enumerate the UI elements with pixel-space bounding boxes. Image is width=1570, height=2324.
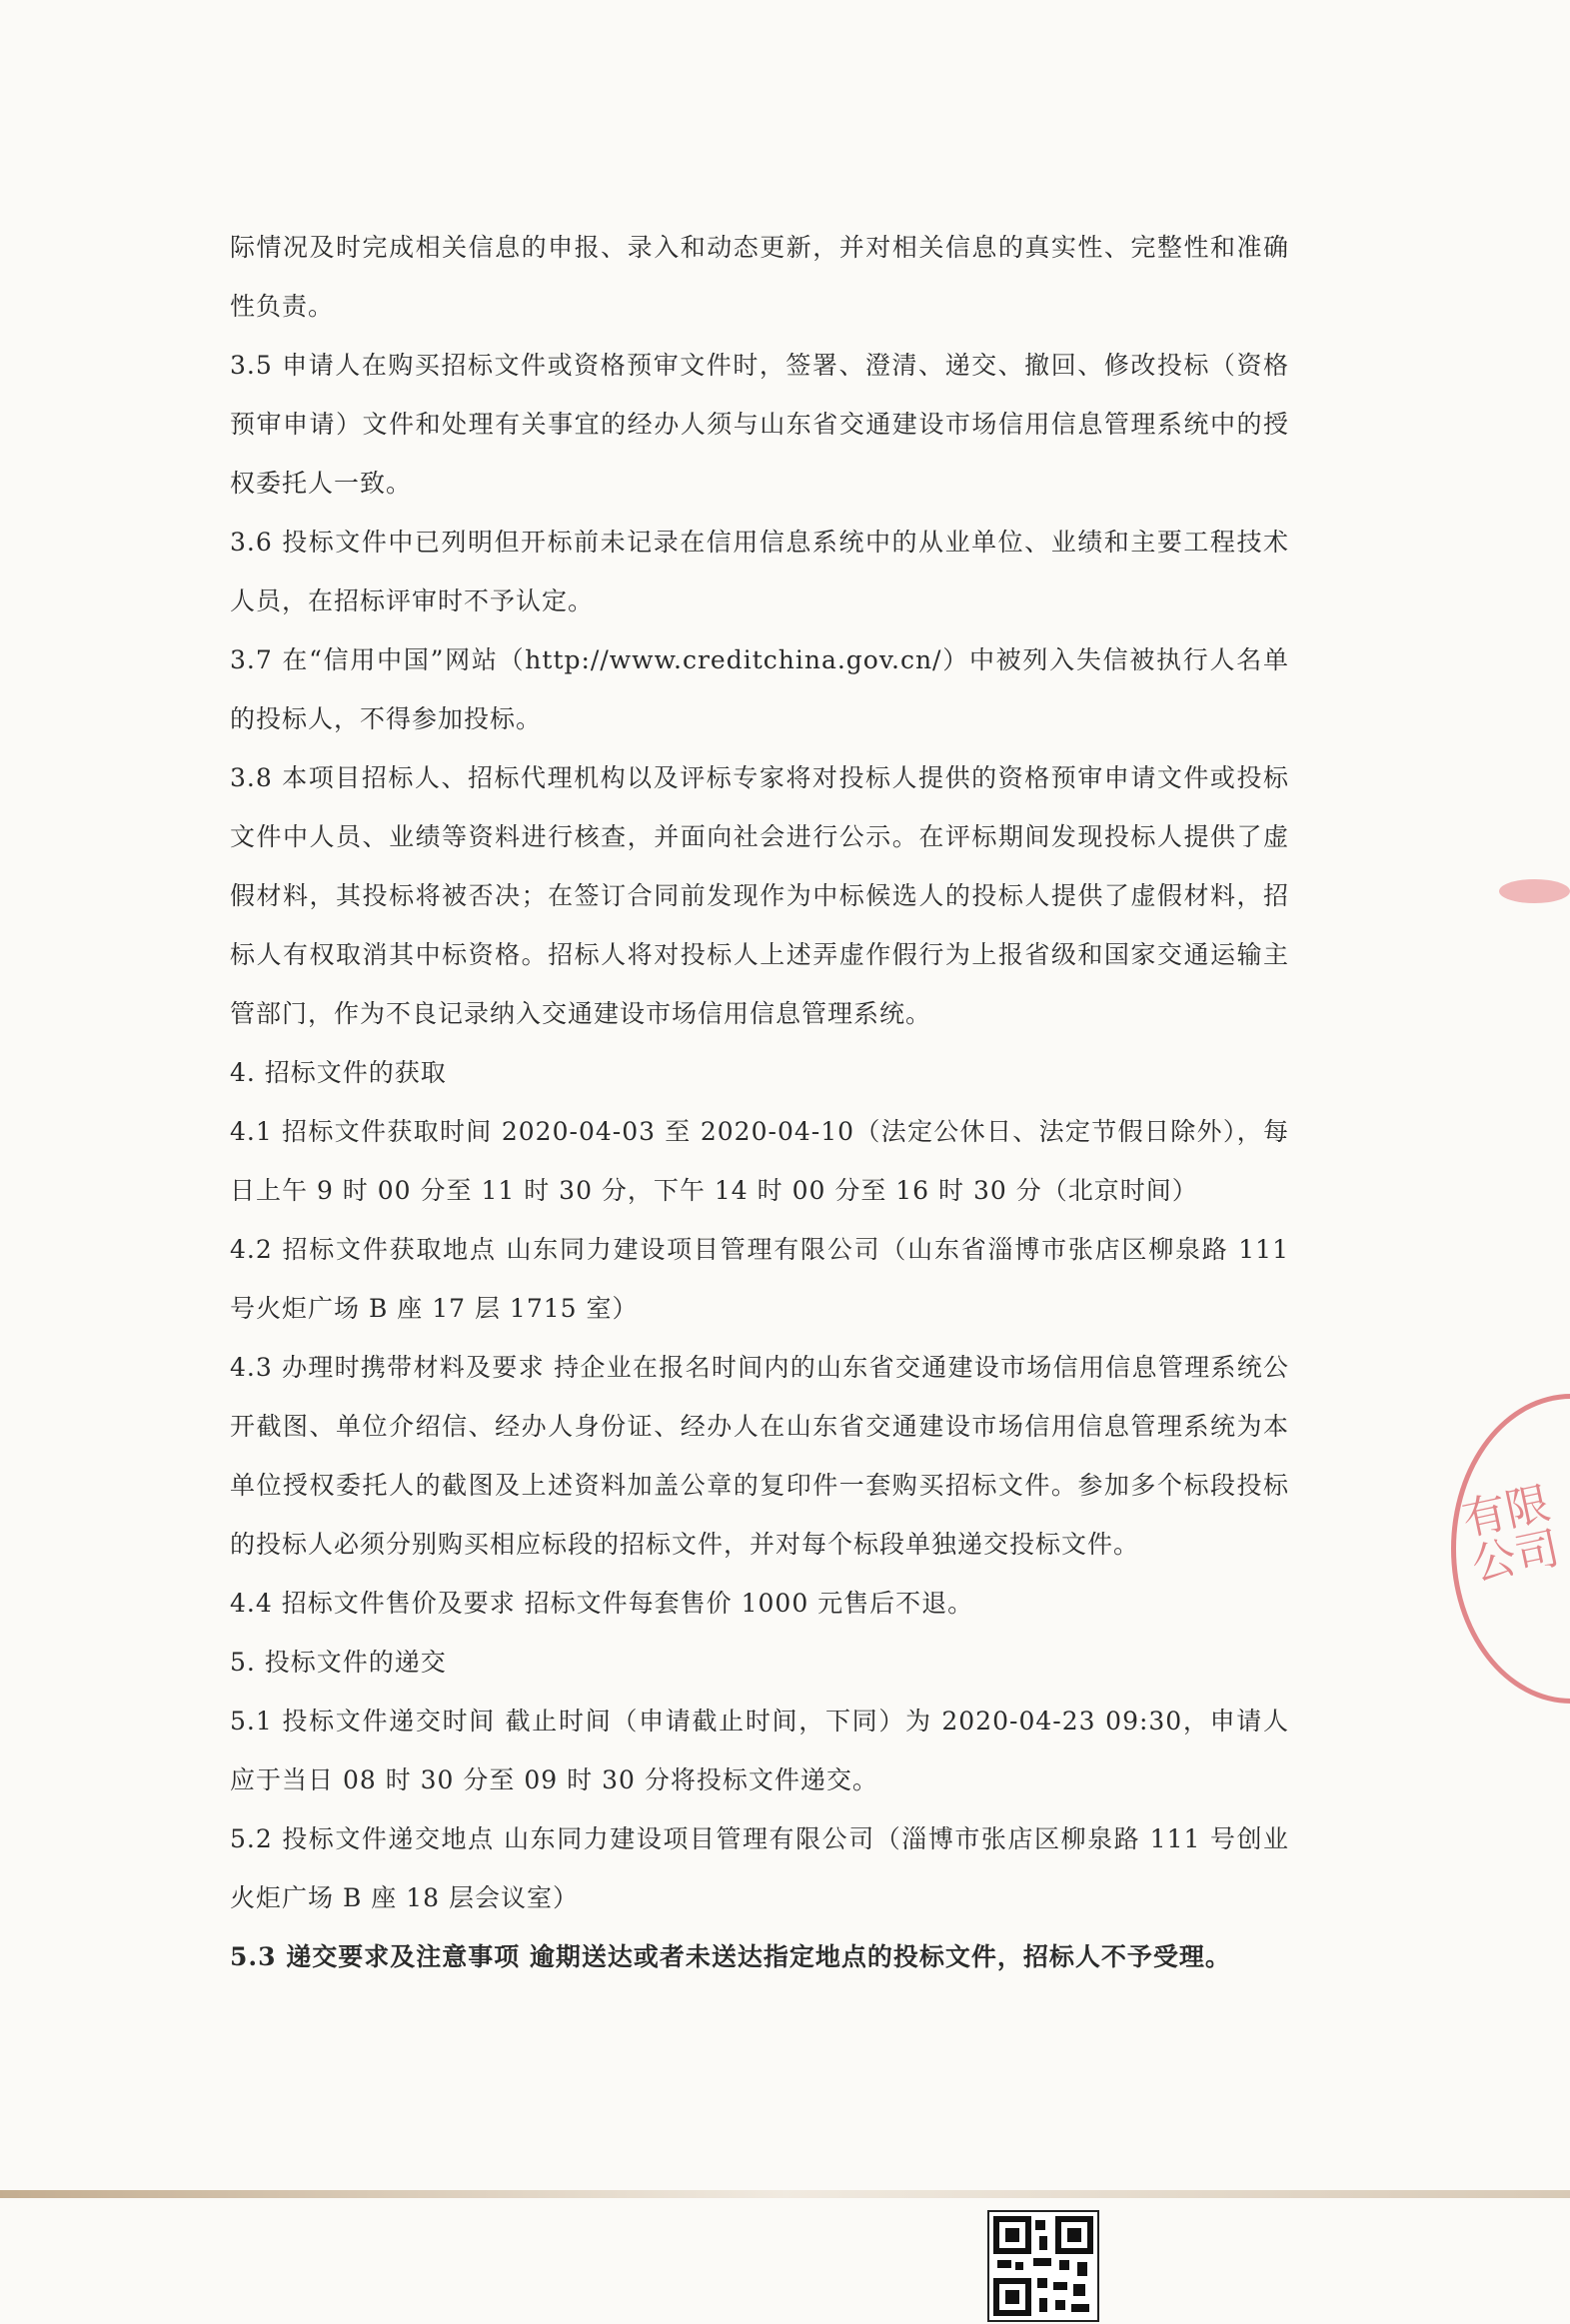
paragraph-5-3: 5.3 递交要求及注意事项 逾期送达或者未送达指定地点的投标文件，招标人不予受理。 <box>230 1942 1231 1971</box>
qr-module <box>1055 2300 1065 2310</box>
paragraph-3-5: 3.5 申请人在购买招标文件或资格预审文件时，签署、澄清、递交、撤回、修改投标（资格预审申请）文件和处理有关事宜的经办人须与山东省交通建设市场信用信息管理系统中的授权委托人一致。 <box>230 351 1289 498</box>
paragraph-5-1: 5.1 投标文件递交时间 截止时间（申请截止时间，下同）为 2020-04-23 09:30，申请人应于当日 08 时 30 分至 09 时 30 分将投标文件递交。 <box>230 1707 1289 1794</box>
qr-module <box>1035 2220 1045 2230</box>
section-heading-5: 5. 投标文件的递交 <box>230 1648 447 1677</box>
qr-module <box>1059 2260 1069 2270</box>
qr-module <box>1033 2258 1051 2266</box>
qr-module <box>1039 2236 1047 2250</box>
paragraph-4-3: 4.3 办理时携带材料及要求 持企业在报名时间内的山东省交通建设市场信用信息管理系统公开截图、单位介绍信、经办人身份证、经办人在山东省交通建设市场信用信息管理系统为本单位授权委托人的截图及上述资料加盖公章的复印件一套购买招标文件。参加多个标段投标的投标人必须分别购买相应标段的招标文件，并对每个标段单独递交投标文件。 <box>230 1353 1289 1559</box>
company-seal-text: 有限公司 <box>1457 1478 1565 1592</box>
paragraph-continuation: 际情况及时完成相关信息的申报、录入和动态更新，并对相关信息的真实性、完整性和准确性负责。 <box>230 233 1289 321</box>
red-ink-smudge <box>1499 879 1570 903</box>
section-heading-4: 4. 招标文件的获取 <box>230 1058 447 1087</box>
document-body <box>230 218 1289 1986</box>
page-edge-shadow <box>0 2190 1570 2198</box>
paragraph-4-1: 4.1 招标文件获取时间 2020-04-03 至 2020-04-10（法定公休日、法定节假日除外），每日上午 9 时 00 分至 11 时 30 分，下午 14 时 00 分至 16 时 30 分（北京时间） <box>230 1117 1289 1205</box>
qr-module <box>997 2260 1011 2268</box>
qr-finder-bottom-left <box>993 2278 1031 2316</box>
qr-module <box>1071 2304 1089 2312</box>
qr-code-icon <box>987 2210 1099 2322</box>
paragraph-5-2: 5.2 投标文件递交地点 山东同力建设项目管理有限公司（淄博市张店区柳泉路 111 号创业火炬广场 B 座 18 层会议室） <box>230 1824 1289 1912</box>
paragraph-4-4: 4.4 招标文件售价及要求 招标文件每套售价 1000 元售后不退。 <box>230 1589 974 1618</box>
qr-module <box>1015 2262 1023 2270</box>
paragraph-3-7: 3.7 在“信用中国”网站（http://www.creditchina.gov.cn/）中被列入失信被执行人名单的投标人，不得参加投标。 <box>230 645 1289 733</box>
qr-finder-top-left <box>993 2216 1031 2254</box>
paragraph-4-2: 4.2 招标文件获取地点 山东同力建设项目管理有限公司（山东省淄博市张店区柳泉路 111 号火炬广场 B 座 17 层 1715 室） <box>230 1235 1289 1323</box>
qr-module <box>1073 2284 1085 2296</box>
qr-finder-top-right <box>1055 2216 1093 2254</box>
paragraph-3-8: 3.8 本项目招标人、招标代理机构以及评标专家将对投标人提供的资格预审申请文件或投标文件中人员、业绩等资料进行核查，并面向社会进行公示。在评标期间发现投标人提供了虚假材料，其投标将被否决；在签订合同前发现作为中标候选人的投标人提供了虚假材料，招标人有权取消其中标资格。招标人将对投标人上述弄虚作假行为上报省级和国家交通运输主管部门，作为不良记录纳入交通建设市场信用信息管理系统。 <box>230 763 1289 1028</box>
qr-module <box>1053 2282 1067 2290</box>
qr-module <box>1077 2262 1087 2276</box>
paragraph-3-6: 3.6 投标文件中已列明但开标前未记录在信用信息系统中的从业单位、业绩和主要工程技术人员，在招标评审时不予认定。 <box>230 528 1289 615</box>
qr-module <box>1039 2298 1047 2312</box>
qr-module <box>1037 2278 1047 2288</box>
